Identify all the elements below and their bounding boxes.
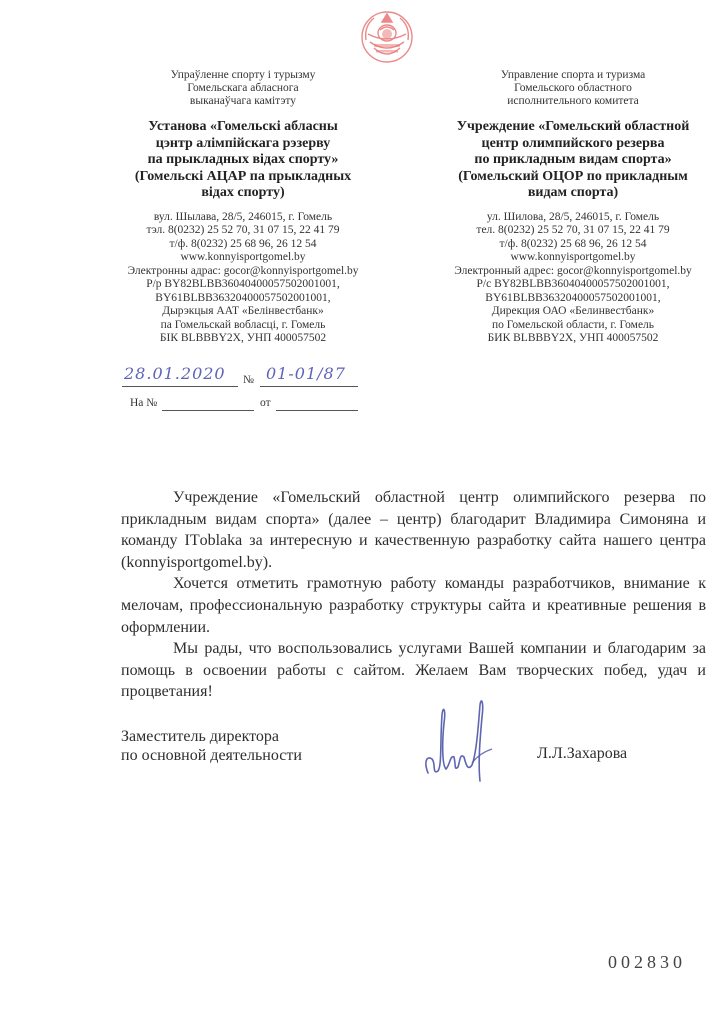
- text-line: Управление спорта и туризма: [500, 69, 646, 81]
- bank-account: Р/р BY82BLBB36040400057502001001,: [146, 278, 340, 290]
- paragraph: Учреждение «Гомельский областной центр олимпийского резерва по прикладным видам спорта» (далее – центр) благодарит Владимира Симоняна и команду ITоblaka за интересную и качественную разработку сайта нашего центра (konnyisportgomel.by).: [121, 489, 706, 571]
- fax: т/ф. 8(0232) 25 68 96, 26 12 54: [169, 237, 317, 250]
- organization-name-ru: [438, 119, 708, 202]
- text-line: Упраўленне спорту і турызму: [170, 69, 316, 81]
- text-line: Заместитель директора: [121, 728, 280, 745]
- email[interactable]: Электронны адрас: gocor@konnyisportgomel.by: [127, 264, 359, 277]
- website-link[interactable]: www.konnyisportgomel.by: [510, 251, 636, 263]
- signatory-position: [121, 727, 302, 765]
- organization-name-by: [108, 119, 378, 202]
- text-line: по прикладным видам спорта»: [474, 152, 672, 167]
- bank-account: BY61BLBB36320400057502001001,: [485, 291, 661, 304]
- bank-region: по Гомельской области, г. Гомель: [491, 318, 655, 331]
- bank-codes: БІК BLBBBY2X, УНП 400057502: [159, 332, 327, 344]
- ministry-name-ru: [438, 69, 708, 108]
- contacts-ru: [438, 211, 708, 346]
- fax: т/ф. 8(0232) 25 68 96, 26 12 54: [499, 237, 647, 250]
- paragraph: Хочется отметить грамотную работу команды разработчиков, внимание к мелочам, профессиональную разработку структуры сайта и креативные решения в оформлении.: [121, 575, 706, 636]
- serial-number: 002830: [608, 952, 686, 972]
- text-line: видам спорта): [527, 185, 619, 200]
- text-line: Установа «Гомельскі абласны: [148, 119, 338, 134]
- bank-codes: БИК BLBBBY2X, УНП 400057502: [487, 332, 659, 344]
- address: вул. Шылава, 28/5, 246015, г. Гомель: [153, 210, 333, 223]
- paragraph: Мы рады, что воспользовались услугами Вашей компании и благодарим за помощь в освоении работы с сайтом. Желаем Вам творческих побед, удач и процветания!: [121, 640, 706, 701]
- email[interactable]: Электронный адрес: gocor@konnyisportgomel.by: [454, 264, 692, 277]
- text-line: (Гомельскі АЦАР па прыкладных: [134, 168, 352, 184]
- number-underline: [260, 386, 358, 387]
- text-line: выканаўчага камітэту: [189, 95, 297, 107]
- text-line: по основной деятельности: [121, 747, 302, 764]
- from-label: от: [260, 397, 271, 409]
- header-russian: [438, 69, 708, 346]
- bank-region: па Гомельскай вобласці, г. Гомель: [160, 318, 326, 331]
- ministry-name-by: [108, 69, 378, 108]
- text-line: Гомельскага абласнога: [187, 82, 299, 94]
- bank-name: Дырэкцыя ААТ «Белінвестбанк»: [162, 305, 324, 317]
- address: ул. Шилова, 28/5, 246015, г. Гомель: [486, 210, 660, 223]
- header-belarusian: [108, 69, 378, 346]
- text-line: исполнительного комитета: [507, 95, 639, 107]
- handwritten-date: 28.01.2020: [124, 364, 226, 383]
- date-underline: [122, 386, 238, 387]
- bank-account: BY61BLBB36320400057502001001,: [155, 291, 331, 304]
- reference-field[interactable]: [162, 410, 254, 411]
- letter-body: [121, 487, 706, 703]
- text-line: центр олимпийского резерва: [481, 135, 665, 151]
- handwritten-number: 01-01/87: [266, 364, 346, 383]
- phone: тел. 8(0232) 25 52 70, 31 07 15, 22 41 79: [476, 224, 670, 236]
- state-emblem-icon: [356, 4, 418, 66]
- bank-name: Дирекция ОАО «Белинвестбанк»: [491, 305, 655, 317]
- contacts-by: [108, 211, 378, 346]
- reference-label: На №: [130, 397, 158, 409]
- text-line: па прыкладных відах спорту»: [147, 152, 339, 167]
- text-line: Учреждение «Гомельский областной: [456, 119, 690, 134]
- text-line: (Гомельский ОЦОР по прикладным: [458, 168, 688, 184]
- phone: тэл. 8(0232) 25 52 70, 31 07 15, 22 41 79: [146, 224, 340, 236]
- text-line: відах спорту): [201, 185, 285, 200]
- bank-account: Р/с BY82BLBB36040400057502001001,: [476, 278, 670, 290]
- website-link[interactable]: www.konnyisportgomel.by: [180, 251, 306, 263]
- text-line: Гомельского областного: [514, 82, 632, 94]
- text-line: цэнтр алімпійскага рэзерву: [155, 135, 331, 151]
- signatory-name: Л.Л.Захарова: [537, 745, 628, 762]
- from-field[interactable]: [276, 410, 358, 411]
- handwritten-signature: [420, 693, 500, 788]
- number-label: №: [243, 374, 254, 386]
